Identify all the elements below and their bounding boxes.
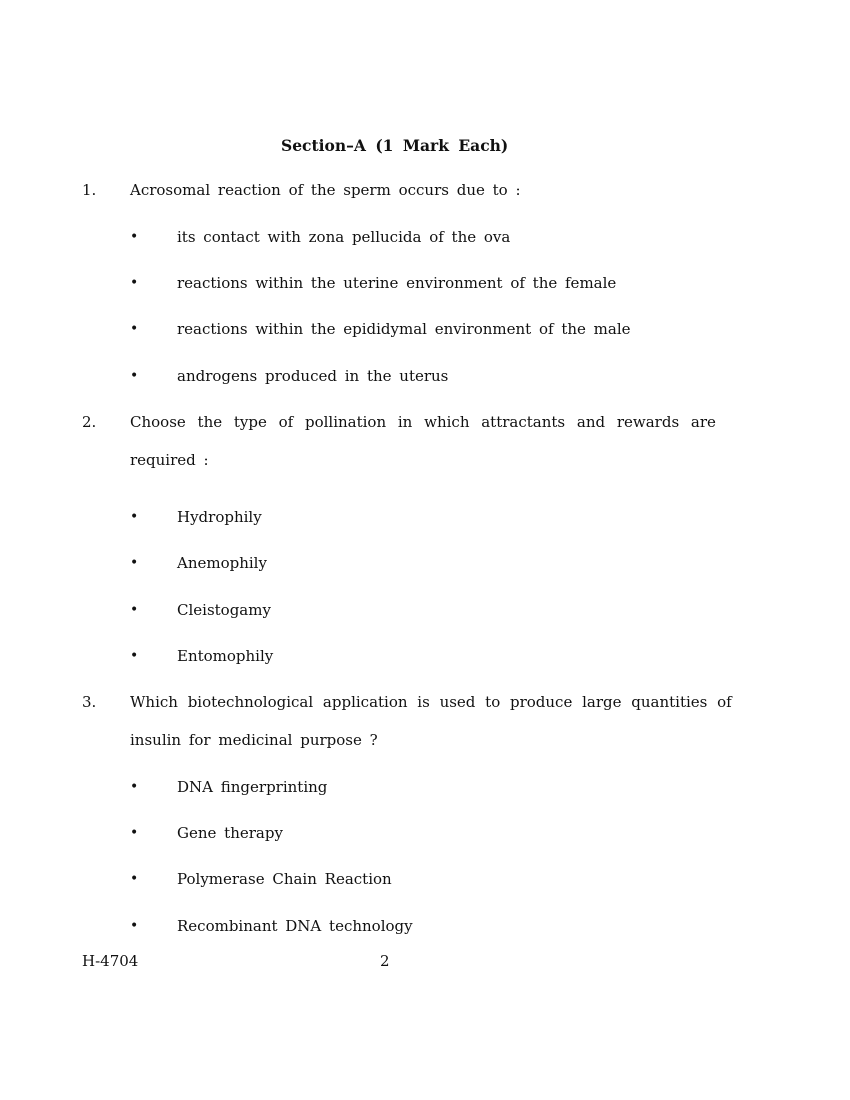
- option: reactions within the epididymal environment of the male: [177, 320, 631, 338]
- option: Cleistogamy: [177, 601, 271, 619]
- bullet: •: [130, 555, 139, 571]
- option: Recombinant DNA technology: [177, 917, 413, 935]
- question-text-continued: required :: [130, 451, 209, 469]
- question-number: 2.: [82, 413, 97, 431]
- bullet: •: [130, 648, 139, 664]
- option: reactions within the uterine environment of the female: [177, 274, 617, 292]
- question-number: 1.: [82, 181, 97, 199]
- bullet: •: [130, 229, 139, 245]
- question-text: Acrosomal reaction of the sperm occurs due to :: [130, 181, 521, 199]
- question-text: Choose the type of pollination in which attractants and rewards are: [130, 413, 716, 431]
- bullet: •: [130, 275, 139, 291]
- bullet: •: [130, 779, 139, 795]
- option: Polymerase Chain Reaction: [177, 870, 392, 888]
- section-title: Section–A (1 Mark Each): [281, 136, 509, 155]
- bullet: •: [130, 321, 139, 337]
- option: its contact with zona pellucida of the ova: [177, 228, 511, 246]
- bullet: •: [130, 509, 139, 525]
- option: Hydrophily: [177, 508, 262, 526]
- bullet: •: [130, 368, 139, 384]
- paper-code: H-4704: [82, 952, 139, 970]
- question-text: Which biotechnological application is used to produce large quantities of: [130, 693, 732, 711]
- option: Gene therapy: [177, 824, 283, 842]
- bullet: •: [130, 825, 139, 841]
- bullet: •: [130, 871, 139, 887]
- page-number: 2: [380, 952, 390, 970]
- option: Entomophily: [177, 647, 274, 665]
- bullet: •: [130, 602, 139, 618]
- option: DNA fingerprinting: [177, 778, 328, 796]
- bullet: •: [130, 918, 139, 934]
- question-text-continued: insulin for medicinal purpose ?: [130, 731, 378, 749]
- question-number: 3.: [82, 693, 97, 711]
- option: androgens produced in the uterus: [177, 367, 449, 385]
- option: Anemophily: [177, 554, 267, 572]
